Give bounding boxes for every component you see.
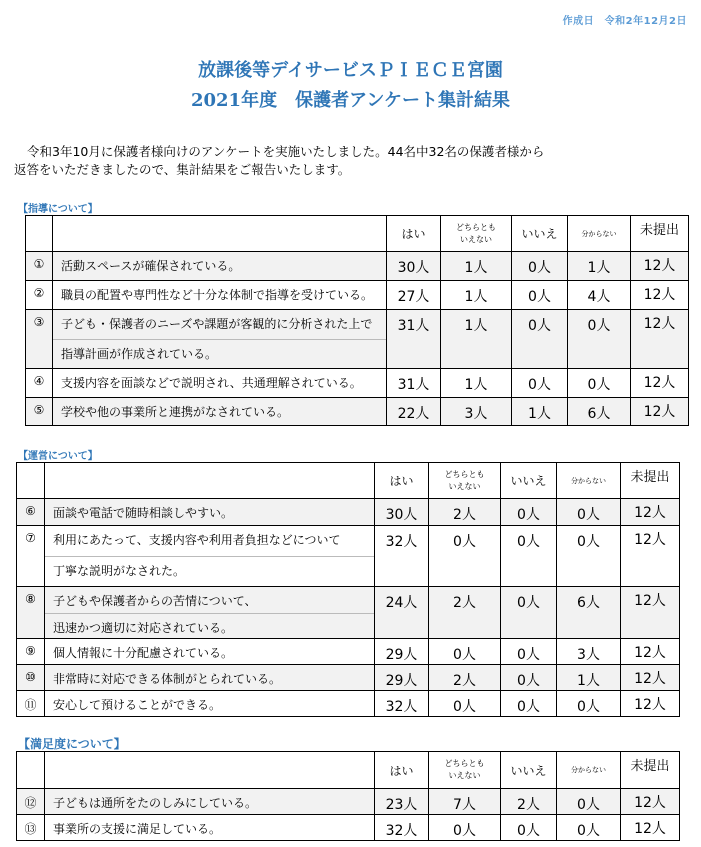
table-row (26, 369, 689, 398)
question-text: 活動スペースが確保されている。 (61, 259, 241, 273)
value-no: 0人 (501, 815, 557, 841)
table-row (26, 252, 689, 281)
header-number (26, 216, 53, 252)
row-number: ⑩ (17, 665, 45, 691)
header-yes: はい (387, 216, 441, 252)
value-yes: 32人 (375, 526, 429, 587)
value-yes: 22人 (387, 398, 441, 426)
value-yes: 32人 (375, 691, 429, 717)
value-neutral: 0人 (429, 526, 501, 587)
value-not-submitted: 12人 (621, 499, 680, 526)
value-not-submitted: 12人 (631, 252, 689, 281)
header-not-submitted: 未提出 (631, 216, 689, 252)
table-row (26, 398, 689, 426)
section-label: 【指導について】 (18, 204, 98, 215)
table-row (17, 789, 680, 815)
table-row (17, 499, 680, 526)
value-not-submitted: 12人 (621, 526, 680, 587)
value-unknown: 0人 (557, 815, 621, 841)
intro-line-1: 令和3年10月に保護者様向けのアンケートを実施いたしました。44名中32名の保護者様から (27, 144, 545, 159)
question-cell (45, 789, 375, 815)
header-number (17, 463, 45, 499)
question-text: 非常時に対応できる体制がとられている。 (53, 672, 282, 686)
header-not-submitted: 未提出 (621, 752, 680, 789)
header-question (45, 752, 375, 789)
question-cell (45, 815, 375, 841)
question-text: 子ども・保護者のニーズや課題が客観的に分析された上で (61, 317, 373, 331)
question-text: 個人情報に十分配慮されている。 (53, 646, 234, 660)
row-number: ① (26, 252, 53, 281)
value-no: 0人 (501, 691, 557, 717)
value-unknown: 1人 (557, 665, 621, 691)
value-not-submitted: 12人 (631, 398, 689, 426)
value-no: 0人 (512, 281, 568, 310)
value-not-submitted: 12人 (631, 281, 689, 310)
row-number: ⑤ (26, 398, 53, 426)
header-row (17, 463, 680, 499)
value-unknown: 0人 (557, 691, 621, 717)
section-label: 【満足度について】 (18, 737, 126, 751)
value-not-submitted: 12人 (621, 815, 680, 841)
page-title: 放課後等デイサービスＰＩＥＣＥ宮園 (198, 60, 503, 81)
table-row (26, 281, 689, 310)
value-no: 1人 (512, 398, 568, 426)
survey-table (16, 751, 680, 841)
row-number: ⑪ (17, 691, 45, 717)
value-neutral: 7人 (429, 789, 501, 815)
value-no: 0人 (501, 499, 557, 526)
value-not-submitted: 12人 (621, 789, 680, 815)
value-yes: 24人 (375, 587, 429, 639)
value-no: 0人 (501, 587, 557, 639)
question-cell (45, 665, 375, 691)
question-text: 安心して預けることができる。 (53, 698, 222, 712)
row-number: ⑧ (17, 587, 45, 639)
intro-line-2: 返答をいただきましたので、集計結果をご報告いたします。 (14, 162, 351, 177)
value-neutral: 0人 (429, 691, 501, 717)
value-yes: 29人 (375, 639, 429, 665)
value-neutral: 0人 (429, 815, 501, 841)
question-cell (53, 369, 387, 398)
row-number: ⑨ (17, 639, 45, 665)
header-row (26, 216, 689, 252)
question-cell (45, 587, 375, 639)
value-neutral: 1人 (441, 369, 512, 398)
value-yes: 31人 (387, 369, 441, 398)
page-subtitle: 2021年度 保護者アンケート集計結果 (190, 90, 511, 111)
value-yes: 30人 (387, 252, 441, 281)
question-cell (53, 252, 387, 281)
question-text: 指導計画が作成されている。 (53, 339, 386, 367)
intro-text (14, 143, 654, 179)
value-neutral: 2人 (429, 587, 501, 639)
value-neutral: 1人 (441, 310, 512, 369)
value-not-submitted: 12人 (621, 691, 680, 717)
header-row (17, 752, 680, 789)
value-unknown: 0人 (557, 789, 621, 815)
value-not-submitted: 12人 (621, 665, 680, 691)
question-text: 丁寧な説明がなされた。 (45, 556, 374, 585)
header-unknown: 分からない (568, 216, 631, 252)
value-neutral: 2人 (429, 665, 501, 691)
question-cell (53, 310, 387, 369)
header-not-submitted: 未提出 (621, 463, 680, 499)
creation-date: 作成日 令和2年12月2日 (562, 16, 687, 27)
value-yes: 29人 (375, 665, 429, 691)
header-number (17, 752, 45, 789)
table-row (17, 639, 680, 665)
value-neutral: 0人 (429, 639, 501, 665)
header-yes: はい (375, 752, 429, 789)
question-cell (45, 691, 375, 717)
table-row (26, 310, 689, 369)
row-number: ④ (26, 369, 53, 398)
survey-table (16, 462, 680, 717)
value-no: 0人 (512, 252, 568, 281)
value-yes: 31人 (387, 310, 441, 369)
row-number: ② (26, 281, 53, 310)
value-no: 0人 (512, 369, 568, 398)
row-number: ③ (26, 310, 53, 369)
value-unknown: 6人 (568, 398, 631, 426)
row-number: ⑦ (17, 526, 45, 587)
table-row (17, 691, 680, 717)
question-text: 支援内容を面談などで説明され、共通理解されている。 (61, 376, 362, 390)
value-no: 0人 (512, 310, 568, 369)
value-unknown: 4人 (568, 281, 631, 310)
value-not-submitted: 12人 (621, 639, 680, 665)
value-yes: 32人 (375, 815, 429, 841)
header-unknown: 分からない (557, 463, 621, 499)
header-yes: はい (375, 463, 429, 499)
header-neutral: どちらとも いえない (429, 463, 501, 499)
value-unknown: 0人 (568, 310, 631, 369)
question-cell (53, 281, 387, 310)
value-unknown: 6人 (557, 587, 621, 639)
header-neutral: どちらとも いえない (441, 216, 512, 252)
header-no: いいえ (501, 752, 557, 789)
table-row (17, 815, 680, 841)
value-neutral: 3人 (441, 398, 512, 426)
question-cell (45, 639, 375, 665)
value-unknown: 3人 (557, 639, 621, 665)
value-not-submitted: 12人 (631, 310, 689, 369)
value-unknown: 0人 (557, 526, 621, 587)
value-no: 2人 (501, 789, 557, 815)
row-number: ⑥ (17, 499, 45, 526)
question-text: 職員の配置や専門性など十分な体制で指導を受けている。 (61, 288, 374, 302)
question-text: 迅速かつ適切に対応されている。 (45, 613, 374, 637)
value-neutral: 1人 (441, 281, 512, 310)
value-not-submitted: 12人 (621, 587, 680, 639)
row-number: ⑫ (17, 789, 45, 815)
value-neutral: 2人 (429, 499, 501, 526)
header-no: いいえ (512, 216, 568, 252)
question-text: 子どもは通所をたのしみにしている。 (53, 796, 258, 810)
value-yes: 27人 (387, 281, 441, 310)
question-text: 利用にあたって、支援内容や利用者負担などについて (53, 533, 341, 547)
question-text: 面談や電話で随時相談しやすい。 (53, 506, 234, 520)
question-cell (53, 398, 387, 426)
table-row (17, 665, 680, 691)
header-unknown: 分からない (557, 752, 621, 789)
header-question (53, 216, 387, 252)
header-question (45, 463, 375, 499)
value-no: 0人 (501, 526, 557, 587)
section-label: 【運営について】 (18, 451, 98, 462)
value-yes: 23人 (375, 789, 429, 815)
value-neutral: 1人 (441, 252, 512, 281)
value-unknown: 0人 (568, 369, 631, 398)
question-text: 学校や他の事業所と連携がなされている。 (61, 405, 290, 419)
value-unknown: 0人 (557, 499, 621, 526)
value-no: 0人 (501, 665, 557, 691)
value-not-submitted: 12人 (631, 369, 689, 398)
table-row (17, 587, 680, 639)
question-cell (45, 499, 375, 526)
value-unknown: 1人 (568, 252, 631, 281)
header-neutral: どちらとも いえない (429, 752, 501, 789)
question-text: 事業所の支援に満足している。 (53, 822, 222, 836)
row-number: ⑬ (17, 815, 45, 841)
value-no: 0人 (501, 639, 557, 665)
table-row (17, 526, 680, 587)
question-text: 子どもや保護者からの苦情について、 (53, 594, 257, 608)
header-no: いいえ (501, 463, 557, 499)
value-yes: 30人 (375, 499, 429, 526)
question-cell (45, 526, 375, 587)
survey-table (25, 215, 689, 426)
